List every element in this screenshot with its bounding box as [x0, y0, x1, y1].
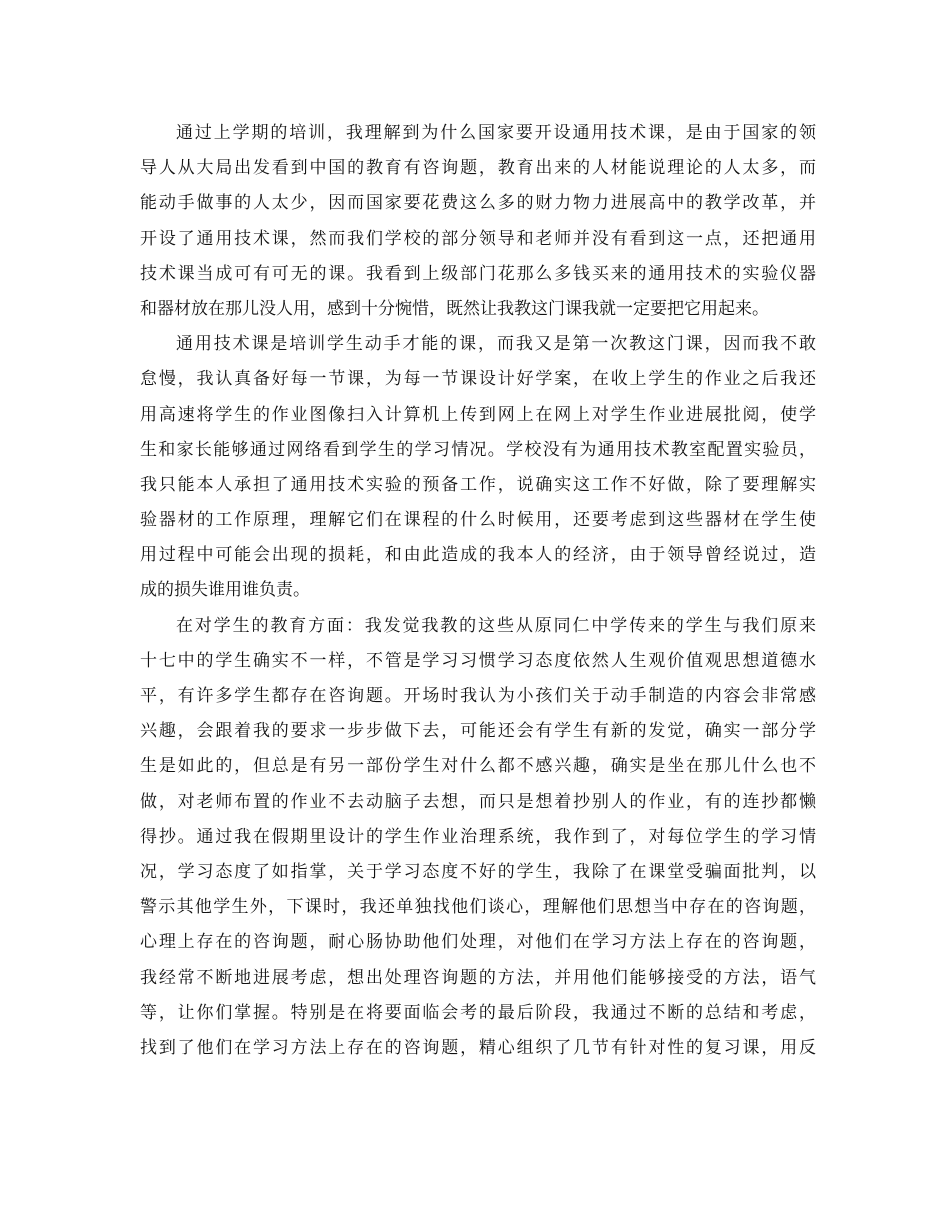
- paragraph-3-line-6: 做，对老师布置的作业不去动脑子去想，而只是想着抄别人的作业，有的连抄都懒: [140, 791, 816, 812]
- paragraph-2-line-2: 怠慢，我认真备好每一节课，为每一节课设计好学案，在收上学生的作业之后我还: [140, 369, 816, 390]
- paragraph-3-line-3: 平，有许多学生都存在咨询题。开场时我认为小孩们关于动手制造的内容会非常感: [140, 686, 816, 706]
- paragraph-3-line-1: 在对学生的教育方面：我发觉我教的这些从原同仁中学传来的学生与我们原来: [176, 615, 816, 636]
- paragraph-3-line-10: 心理上存在的咨询题，耐心肠协助他们处理，对他们在学习方法上存在的咨询题，: [140, 932, 816, 953]
- paragraph-3-line-8: 况，学习态度了如指掌，关于学习态度不好的学生，我除了在课堂受骗面批判，以: [140, 861, 816, 882]
- paragraph-3-line-11: 我经常不断地进展考虑，想出处理咨询题的方法，并用他们能够接受的方法，语气: [140, 967, 816, 988]
- paragraph-2-line-5: 我只能本人承担了通用技术实验的预备工作，说确实这工作不好做，除了要理解实: [140, 474, 816, 495]
- paragraph-3-line-9: 警示其他学生外，下课时，我还单独找他们谈心，理解他们思想当中存在的咨询题，: [140, 897, 816, 918]
- paragraph-3-line-2: 十七中的学生确实不一样，不管是学习习惯学习态度依然人生观价值观思想道德水: [140, 650, 816, 671]
- paragraph-1-line-6: 和器材放在那儿没人用，感到十分惋惜，既然让我教这门课我就一定要把它用起来。: [140, 298, 769, 319]
- paragraph-3-line-4: 兴趣，会跟着我的要求一步步做下去，可能还会有学生有新的发觉，确实一部分学: [140, 721, 816, 742]
- paragraph-2-line-1: 通用技术课是培训学生动手才能的课，而我又是第一次教这门课，因而我不敢: [176, 334, 816, 355]
- paragraph-1-line-5: 技术课当成可有可无的课。我看到上级部门花那么多钱买来的通用技术的实验仪器: [140, 263, 816, 284]
- paragraph-1-line-2: 导人从大局出发看到中国的教育有咨询题，教育出来的人材能说理论的人太多，而: [140, 158, 816, 179]
- paragraph-3-line-7: 得抄。通过我在假期里设计的学生作业治理系统，我作到了，对每位学生的学习情: [140, 826, 816, 847]
- paragraph-3-line-13: 找到了他们在学习方法上存在的咨询题，精心组织了几节有针对性的复习课，用反: [140, 1037, 816, 1058]
- paragraph-2-line-6: 验器材的工作原理，理解它们在课程的什么时候用，还要考虑到这些器材在学生使: [140, 510, 816, 531]
- paragraph-2-line-4: 生和家长能够通过网络看到学生的学习情况。学校没有为通用技术教室配置实验员，: [140, 439, 816, 460]
- paragraph-1-line-1: 通过上学期的培训，我理解到为什么国家要开设通用技术课，是由于国家的领: [176, 123, 816, 143]
- paragraph-3-line-5: 生是如此的，但总是有另一部份学生对什么都不感兴趣，确实是坐在那儿什么也不: [140, 756, 816, 777]
- document-body: [140, 116, 816, 1066]
- paragraph-2-line-3: 用高速将学生的作业图像扫入计算机上传到网上在网上对学生作业进展批阅，使学: [140, 404, 816, 425]
- paragraph-2-line-7: 用过程中可能会出现的损耗，和由此造成的我本人的经济，由于领导曾经说过，造: [140, 545, 816, 566]
- paragraph-1-line-4: 开设了通用技术课，然而我们学校的部分领导和老师并没有看到这一点，还把通用: [140, 228, 816, 249]
- paragraph-3-line-12: 等，让你们掌握。特别是在将要面临会考的最后阶段，我通过不断的总结和考虑，: [140, 1002, 816, 1023]
- paragraph-2-line-8: 成的损失谁用谁负责。: [140, 580, 310, 601]
- paragraph-1-line-3: 能动手做事的人太少，因而国家要花费这么多的财力物力进展高中的教学改革，并: [140, 193, 816, 214]
